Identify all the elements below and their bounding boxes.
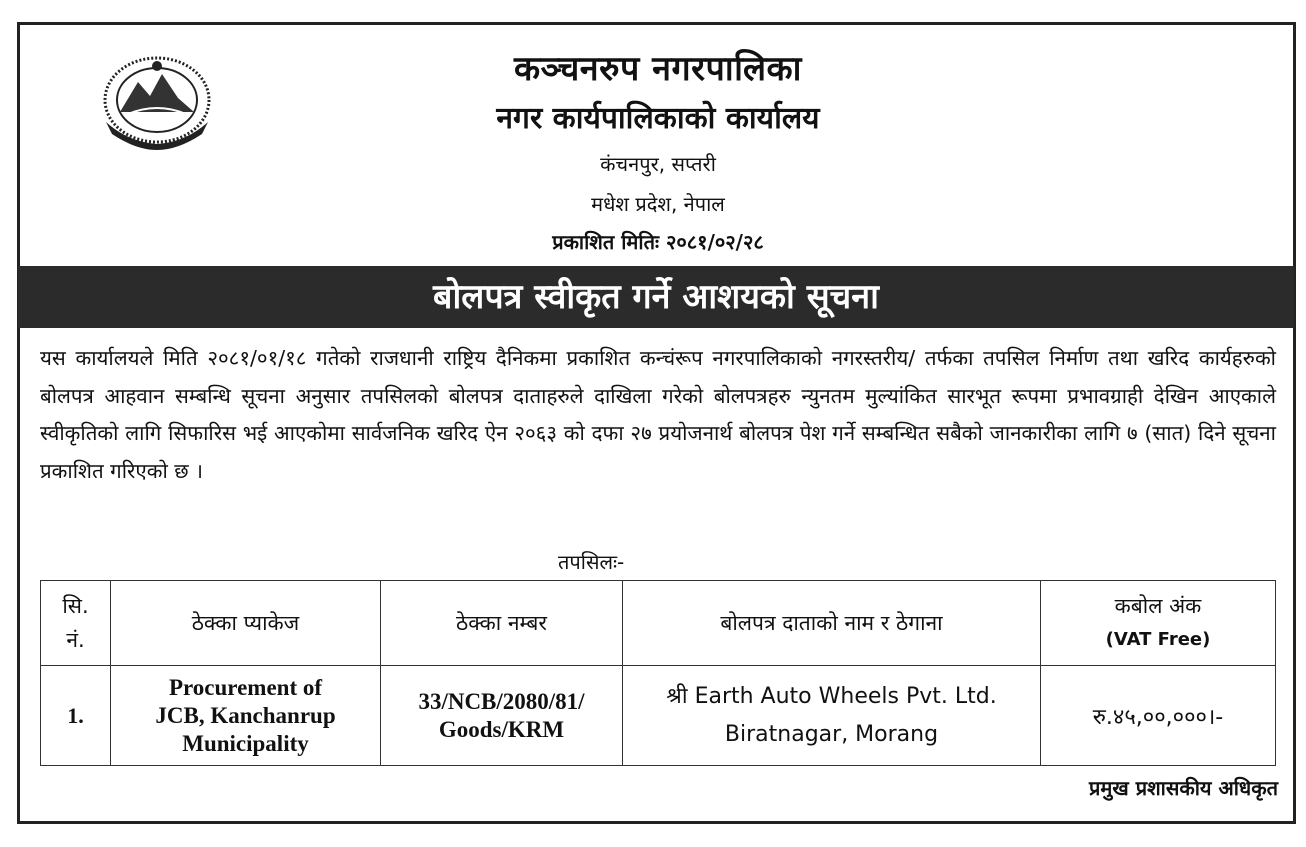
office-name: नगर कार्यपालिकाको कार्यालय <box>496 101 820 136</box>
notice-title-banner: बोलपत्र स्वीकृत गर्ने आशयको सूचना <box>18 266 1294 328</box>
address-line-1: कंचनपुर, सप्तरी <box>600 152 716 176</box>
published-date: प्रकाशित मितिः २०८१/०२/२८ <box>552 230 764 254</box>
table-header-row <box>41 581 1276 666</box>
table-row <box>41 666 1276 766</box>
header-sn: सि. नं. <box>41 581 111 666</box>
header-package: ठेक्का प्याकेज <box>111 581 381 666</box>
cell-sn: 1. <box>41 666 111 766</box>
municipality-name: कञ्चनरुप नगरपालिका <box>514 49 802 89</box>
cell-amount: रु.४५,००,०००।- <box>1041 666 1276 766</box>
details-subheading: तपसिलः- <box>558 550 625 574</box>
cell-bidder: श्री Earth Auto Wheels Pvt. Ltd. Biratnagar, Morang <box>623 666 1041 766</box>
cell-package: Procurement of JCB, Kanchanrup Municipality <box>111 666 381 766</box>
header-contract-no: ठेक्का नम्बर <box>381 581 623 666</box>
bid-table <box>40 580 1276 766</box>
address-line-2: मधेश प्रदेश, नेपाल <box>591 192 725 216</box>
municipality-emblem-icon <box>98 52 216 152</box>
header-bidder: बोलपत्र दाताको नाम र ठेगाना <box>623 581 1041 666</box>
header-amount: कबोल अंक (VAT Free) <box>1041 581 1276 666</box>
signatory-title: प्रमुख प्रशासकीय अधिकृत <box>1089 776 1278 800</box>
cell-contract-no: 33/NCB/2080/81/ Goods/KRM <box>381 666 623 766</box>
notice-paragraph: यस कार्यालयले मिति २०८१/०१/१८ गतेको राजधानी राष्ट्रिय दैनिकमा प्रकाशित कन्चंरूप नगरपालिकाको नगरस्तरीय/ तर्फका तपसिल निर्माण तथा खरिद कार्यहरुको बोलपत्र आहवान सम्बन्धि सूचना अनुसार तपसिलको बोलपत्र दाताहरुले दाखिला गरेको बोलपत्रहरु न्युनतम मुल्यांकित सारभूत रूपमा प्रभावग्राही देखिन आएकाले स्वीकृतिको लागि सिफारिस भई आएकोमा सार्वजनिक खरिद ऐन २०६३ को दफा २७ प्रयोजनार्थ बोलपत्र पेश गर्ने सम्बन्धित सबैको जानकारीका लागि ७ (सात) दिने सूचना प्रकाशित गरिएको छ । <box>40 346 1276 483</box>
